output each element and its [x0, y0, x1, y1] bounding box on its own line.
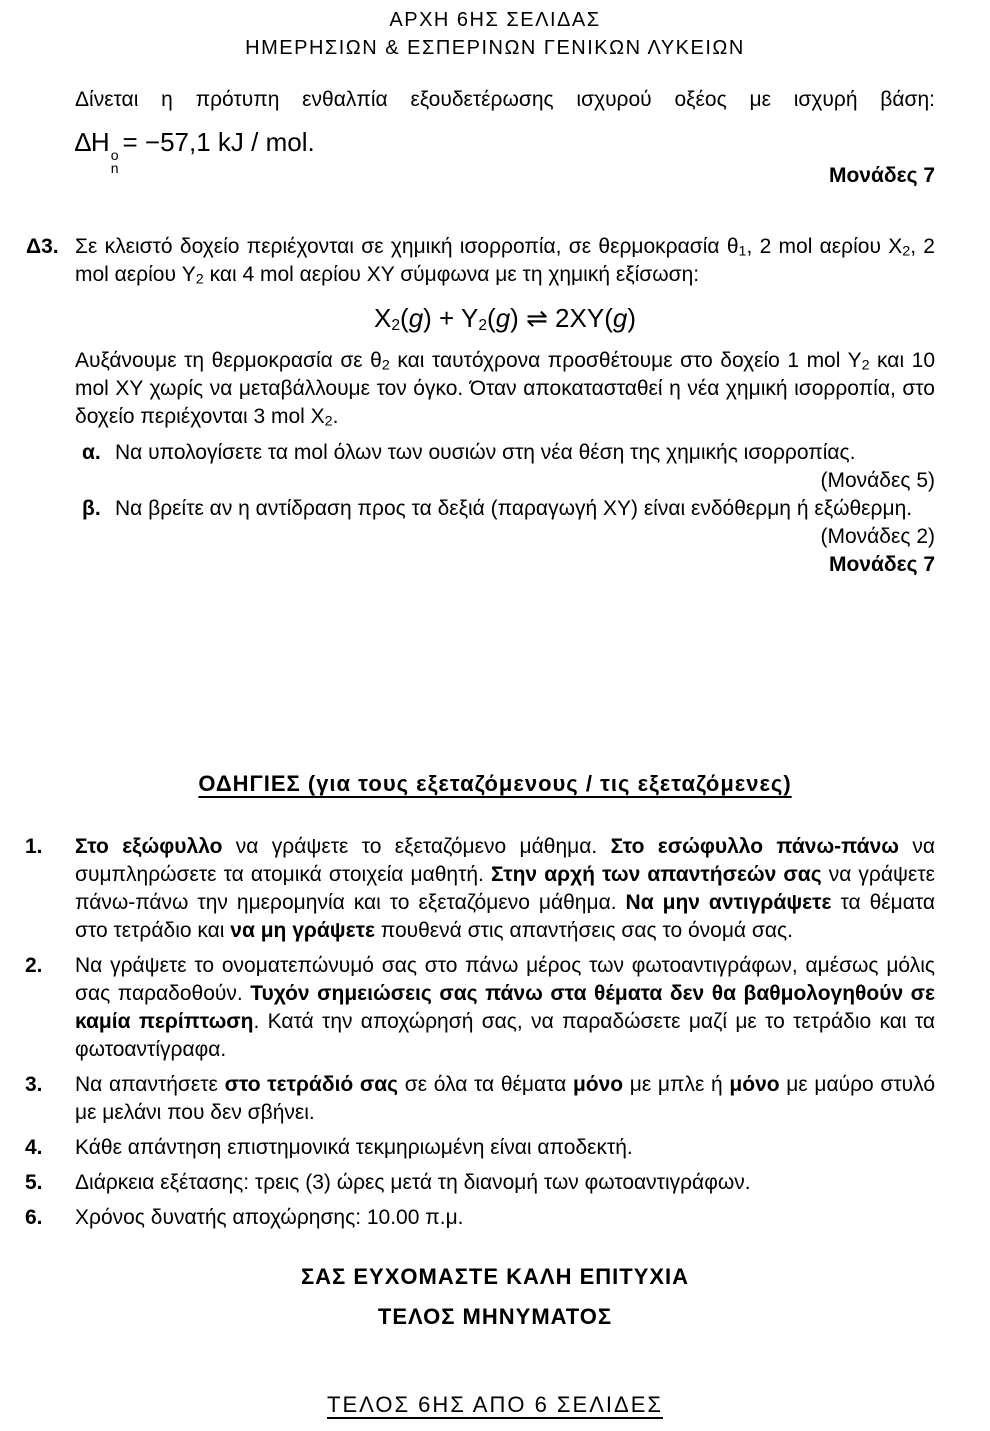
instruction-text: Διάρκεια εξέτασης: τρεις (3) ώρες μετά τη διανομή των φωτοαντιγράφων. — [75, 1171, 751, 1194]
instructions-list — [25, 833, 936, 1239]
instruction-text: Κάθε απάντηση επιστημονικά τεκμηριωμένη είναι αποδεκτή. — [75, 1136, 633, 1159]
subquestion-b-text: Να βρείτε αν η αντίδραση προς τα δεξιά (παραγωγή XY) είναι ενδόθερμη ή εξώθερμη. — [115, 497, 913, 520]
instruction-item — [25, 1134, 935, 1162]
instruction-number: 4. — [25, 1136, 43, 1159]
subquestion-a-text: Να υπολογίσετε τα mol όλων των ουσιών στη νέα θέση της χημικής ισορροπίας. — [115, 441, 856, 464]
instruction-item — [25, 1204, 935, 1232]
instructions-heading — [0, 770, 990, 798]
instruction-item — [25, 1169, 935, 1197]
instruction-number: 5. — [25, 1171, 43, 1194]
formula-value: = −57,1 kJ / mol. — [122, 127, 315, 157]
instruction-number: 6. — [25, 1206, 43, 1229]
formula-superscript: o — [110, 147, 119, 163]
formula-subscript: n — [110, 160, 119, 176]
instruction-text: Στο εξώφυλλο να γράψετε το εξεταζόμενο μάθημα. Στο εσώφυλλο πάνω-πάνω να συμπληρώσετε τα ατομικά στοιχεία μαθητή. Στην αρχή των απαντήσεών σας να γράψετε πάνω-πάνω την ημερομηνία και το εξεταζόμενο μάθημα. Να μην αντιγράψετε τα θέματα στο τετράδιο και να μη γράψετε πουθενά στις απαντήσεις σας το όνομά σας. — [75, 835, 936, 942]
subquestion-a-marks: (Μονάδες 5) — [820, 469, 935, 492]
page-header-line1: ΑΡΧΗ 6ΗΣ ΣΕΛΙΔΑΣ — [389, 9, 601, 31]
instruction-text: Να γράψετε το ονοματεπώνυμό σας στο πάνω μέρος των φωτοαντιγράφων, αμέσως μόλις σας παραδοθούν. Τυχόν σημειώσεις σας πάνω στα θέματα δεν θα βαθμολογηθούν σε καμία περίπτωση. Κατά την αποχώρησή σας, να παραδώσετε μαζί με το τετράδιο και τα φωτοαντίγραφα. — [75, 954, 936, 1061]
marks-badge: Μονάδες 7 — [828, 164, 935, 187]
question-d3-intro — [26, 233, 935, 289]
subquestion-b — [82, 495, 935, 523]
chemical-equation: $X_2(g) + Y_2(g)$ ⇌ 2XY(g) — [373, 303, 636, 334]
instruction-item — [25, 1071, 935, 1127]
closing-wish: ΣΑΣ ΕΥΧΟΜΑΣΤΕ ΚΑΛΗ ΕΠΙΤΥΧΙΑ — [300, 1264, 690, 1289]
formula-base: ∆H — [75, 127, 110, 157]
question-d3-label: Δ3. — [26, 235, 59, 258]
subquestion-b-marks: (Μονάδες 2) — [820, 525, 935, 548]
given-statement: Δίνεται η πρότυπη ενθαλπία εξουδετέρωσης ισχυρού οξέος με ισχυρή βάση: — [75, 88, 935, 111]
question-d3-intro-text: Σε κλειστό δοχείο περιέχονται σε χημική ισορροπία, σε θερμοκρασία $\theta_1$, 2 mol αερίου $X_2$, 2 mol αερίου $Y_2$ και 4 mol αερίου XY σύμφωνα με τη χημική εξίσωση: — [75, 235, 935, 288]
instruction-item — [25, 952, 936, 1064]
instruction-number: 3. — [25, 1073, 43, 1096]
subquestion-a — [82, 439, 935, 467]
instruction-text: Χρόνος δυνατής αποχώρησης: 10.00 π.μ. — [75, 1206, 464, 1229]
instruction-number: 2. — [25, 954, 43, 977]
instruction-text: Να απαντήσετε στο τετράδιό σας σε όλα τα θέματα μόνο με μπλε ή μόνο με μαύρο στυλό με μελάνι που δεν σβήνει. — [75, 1073, 935, 1124]
total-marks: Μονάδες 7 — [828, 553, 935, 576]
page-header — [0, 6, 990, 62]
instruction-item — [25, 833, 936, 945]
subquestion-b-label: β. — [82, 497, 101, 520]
question-d3-body: Αυξάνουμε τη θερμοκρασία σε $\theta_2$ και ταυτόχρονα προσθέτουμε στο δοχείο 1 mol $Y_2$ και 10 mol XY χωρίς να μεταβάλλουμε τον όγκο. Όταν αποκατασταθεί η νέα χημική ισορροπία, στο δοχείο περιέχονται 3 mol $X_2$. — [75, 349, 936, 430]
page-footer-text: ΤΕΛΟΣ 6ΗΣ ΑΠΟ 6 ΣΕΛΙΔΕΣ — [327, 1392, 663, 1417]
page-header-line2: ΗΜΕΡΗΣΙΩΝ & ΕΣΠΕΡΙΝΩΝ ΓΕΝΙΚΩΝ ΛΥΚΕΙΩΝ — [245, 37, 745, 59]
subquestion-a-label: α. — [82, 441, 101, 464]
instruction-number: 1. — [25, 835, 43, 858]
page-footer — [0, 1391, 990, 1419]
question-d3 — [26, 233, 936, 579]
end-of-message: ΤΕΛΟΣ ΜΗΝΥΜΑΤΟΣ — [377, 1304, 613, 1329]
instructions-heading-text: ΟΔΗΓΙΕΣ (για τους εξεταζόμενους / τις εξεταζόμενες) — [198, 771, 792, 796]
